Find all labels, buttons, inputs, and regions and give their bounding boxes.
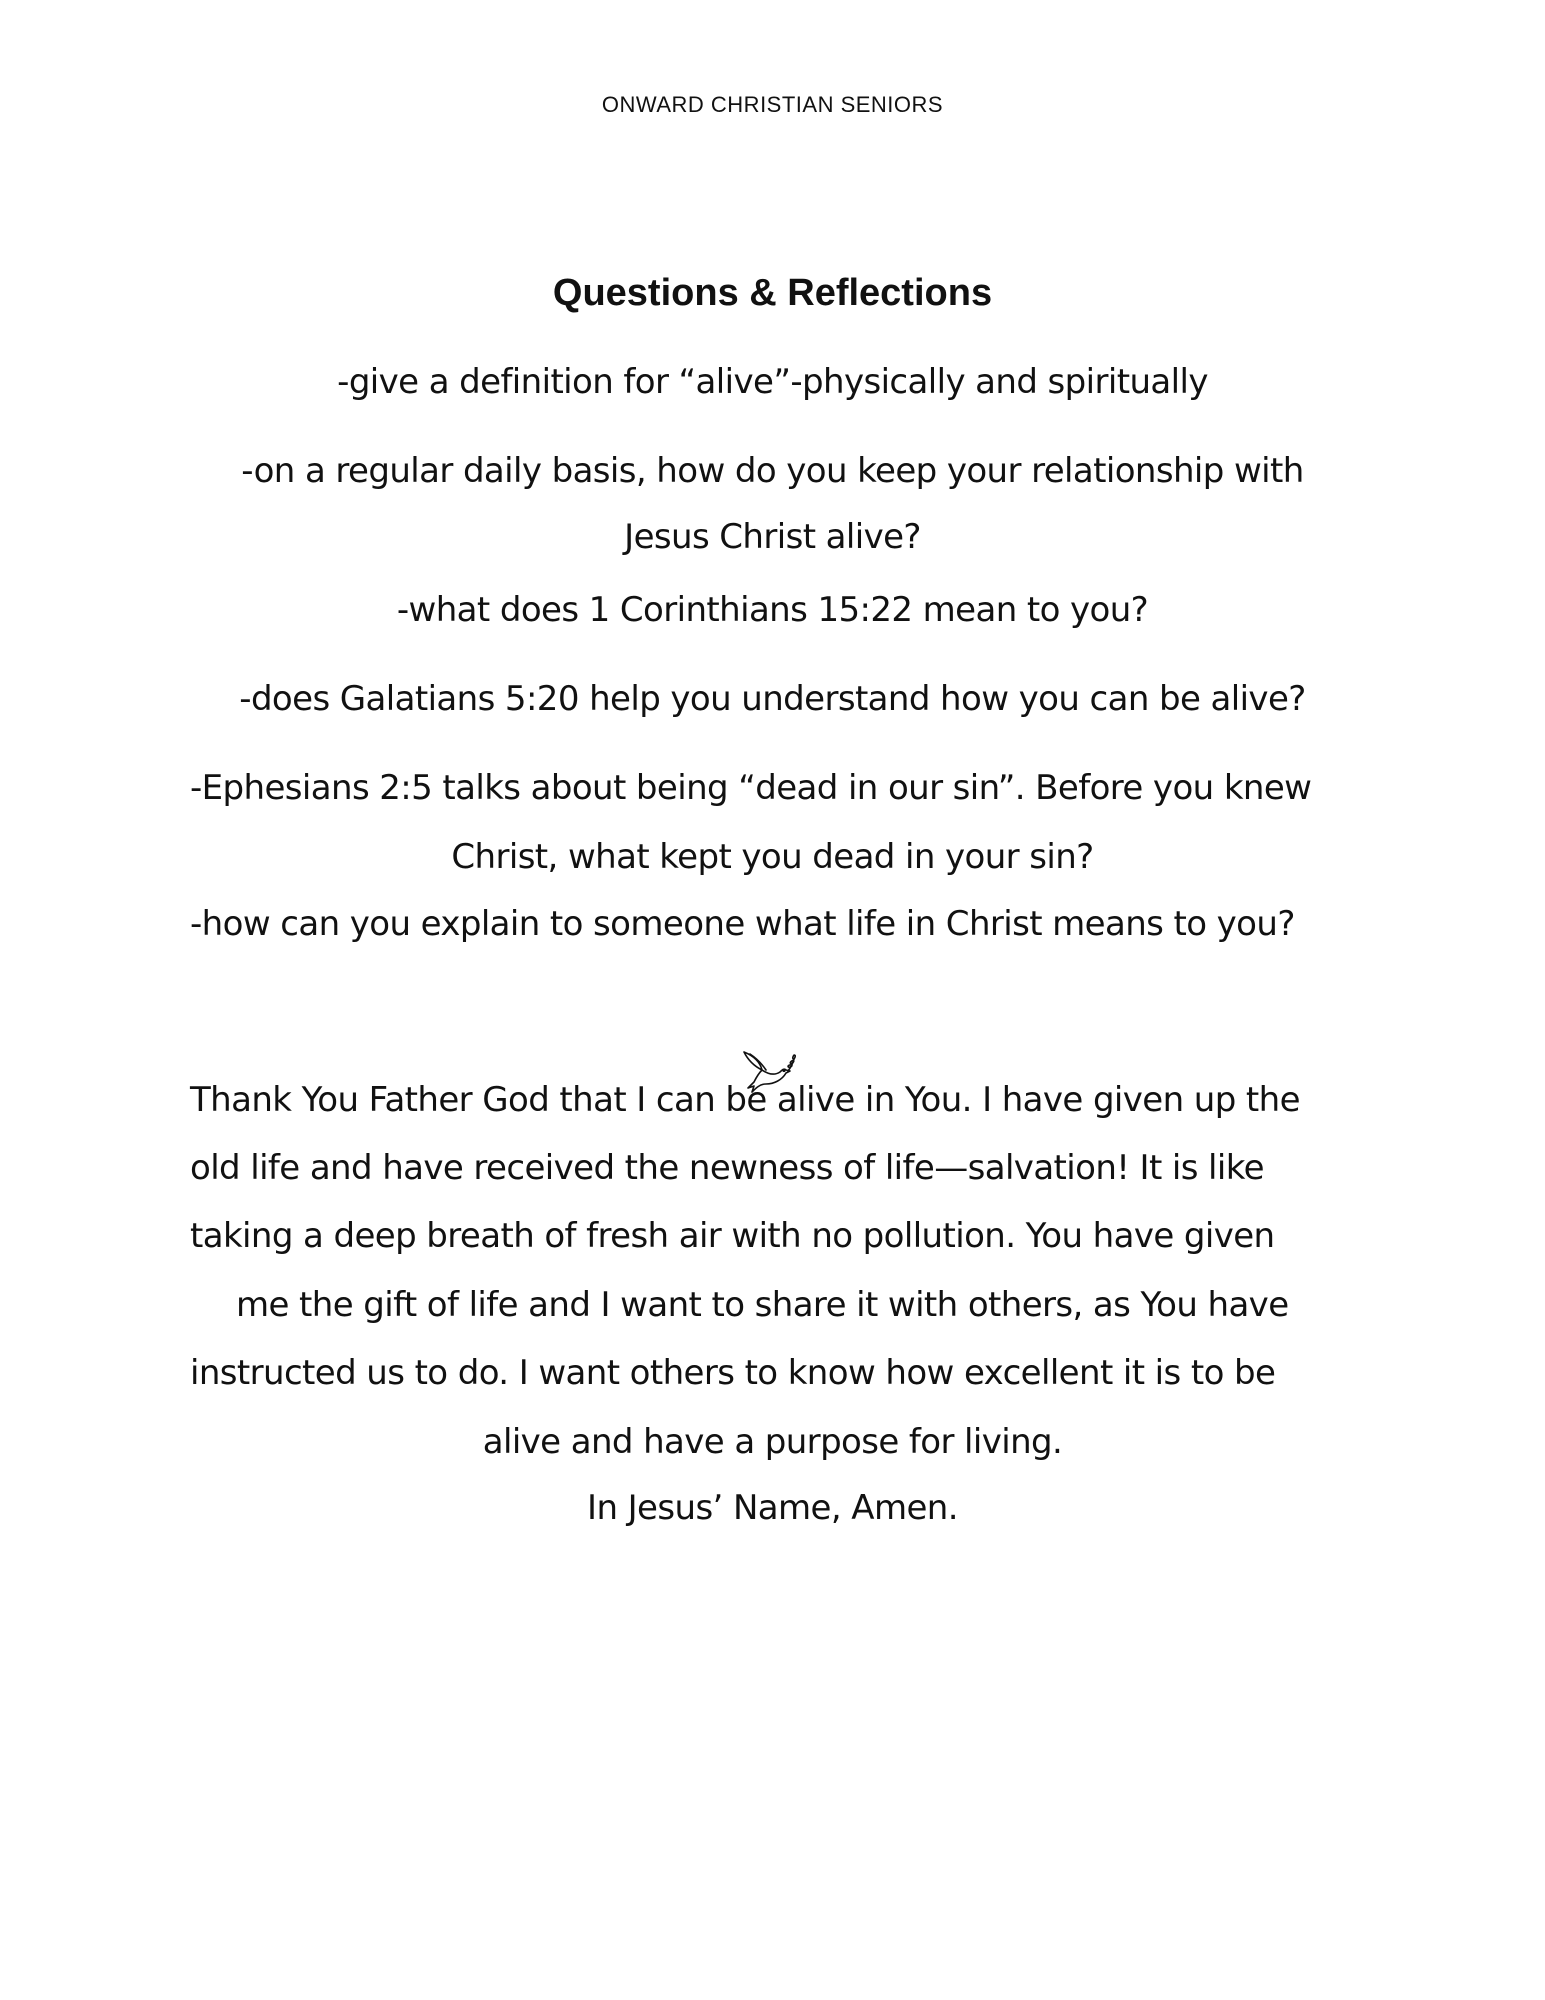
question-line: -does Galatians 5:20 help you understand how you can be alive? <box>239 679 1306 719</box>
question-line: -how can you explain to someone what life in Christ means to you? <box>190 904 1295 944</box>
prayer-line: me the gift of life and I want to share it with others, as You have <box>236 1285 1289 1325</box>
question-line: -Ephesians 2:5 talks about being “dead in our sin”. Before you knew <box>190 768 1312 808</box>
prayer-line: alive and have a purpose for living. <box>482 1422 1063 1462</box>
prayer-line: instructed us to do. I want others to know how excellent it is to be <box>190 1353 1276 1393</box>
prayer-line: taking a deep breath of fresh air with no pollution. You have given <box>190 1216 1275 1256</box>
question-line: -give a definition for “alive”-physically and spiritually <box>337 362 1208 402</box>
question-line: -what does 1 Corinthians 15:22 mean to you? <box>396 590 1149 630</box>
prayer-line: Thank You Father God that I can be alive in You. I have given up the <box>190 1080 1300 1120</box>
question-line: Jesus Christ alive? <box>624 517 921 557</box>
prayer-line: old life and have received the newness of life—salvation! It is like <box>190 1148 1264 1188</box>
section-heading: Questions & Reflections <box>552 272 993 314</box>
prayer-closing: In Jesus’ Name, Amen. <box>587 1488 958 1528</box>
question-line: -on a regular daily basis, how do you keep your relationship with <box>241 451 1304 491</box>
question-line: Christ, what kept you dead in your sin? <box>451 837 1094 877</box>
page-header: ONWARD CHRISTIAN SENIORS <box>601 92 944 117</box>
